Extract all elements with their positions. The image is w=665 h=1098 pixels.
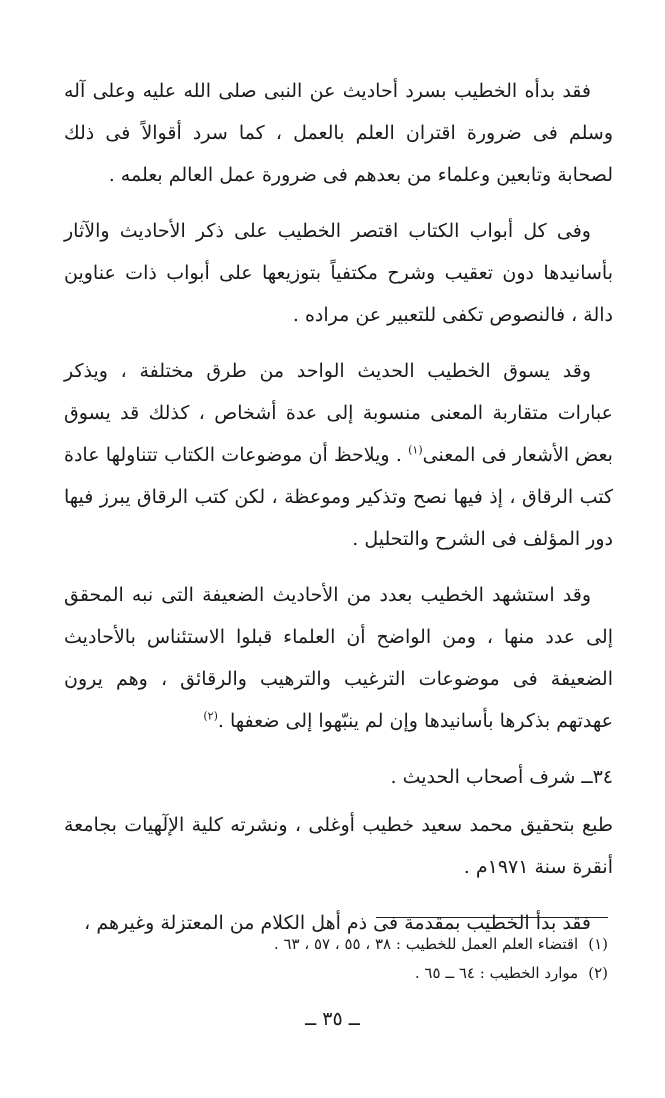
paragraph-4 (64, 574, 613, 742)
paragraph-1: فقد بدأه الخطيب بسرد أحاديث عن النبى صلى الله عليه وعلى آله وسلم فى ضرورة اقتران العلم بالعمل ، كما سرد أقوالاً فى ذلك لصحابة وتابعين وعلماء من بعدهم فى ضرورة عمل العالم بعلمه . (64, 80, 613, 186)
paragraph-4-text: وقد استشهد الخطيب بعدد من الأحاديث الضعيفة التى نبه المحقق إلى عدد منها ، ومن الواضح أن العلماء قبلوا الاستئناس بالأحاديث الضعيفة فى موضوعات الترغيب والترهيب والرقائق ، وهم يرون عهدتهم بذكرها بأسانيدها وإن لم ينبّهوا إلى ضعفها . (64, 584, 613, 732)
footnote-1 (64, 930, 608, 959)
footnote-1-text: اقتضاء العلم العمل للخطيب : ٣٨ ، ٥٥ ، ٥٧ ، ٦٣ . (273, 935, 579, 953)
closing-paragraph: فقد بدأ الخطيب بمقدمة فى ذم أهل الكلام من المعتزلة وغيرهم ، (84, 912, 591, 934)
footnotes (64, 930, 608, 988)
footnote-2-number: (٢) (588, 964, 608, 982)
page-number: ــ ٣٥ ــ (305, 1008, 360, 1030)
section-heading: ٣٤ــ شرف أصحاب الحديث . (390, 766, 613, 788)
footnote-2 (64, 959, 608, 988)
page-body (64, 70, 613, 958)
paragraph-3-start: وقد يسوق الخطيب الحديث الواحد من طرق مختلفة ، ويذكر عبارات متقاربة المعنى منسوبة إلى عدة أشخاص ، كذلك قد يسوق بعض الأشعار فى المعنى (64, 360, 613, 466)
paragraph-2: وفى كل أبواب الكتاب اقتصر الخطيب على ذكر الأحاديث والآثار بأسانيدها دون تعقيب وشرح مكتفياً بتوزيعها على أبواب ذات عناوين دالة ، فالنصوص تكفى للتعبير عن مراده . (64, 220, 613, 326)
footnote-marker-2[interactable]: (٢) (203, 709, 218, 723)
footnote-marker-1[interactable]: (١) (408, 443, 423, 457)
paragraph-3 (64, 350, 613, 560)
section-paragraph: طبع بتحقيق محمد سعيد خطيب أوغلى ، ونشرته كلية الإلٓهيات بجامعة أنقرة سنة ١٩٧١م . (64, 814, 613, 878)
footnote-2-text: موارد الخطيب : ٦٤ ــ ٦٥ . (414, 964, 579, 982)
footnote-divider (376, 917, 608, 918)
paragraph-3-end: . ويلاحظ أن موضوعات الكتاب تتناولها عادة كتب الرقاق ، إذ فيها نصح وتذكير وموعظة ، لكن كتب الرقاق يبرز فيها دور المؤلف فى الشرح والتحليل . (64, 444, 613, 550)
footnote-1-number: (١) (588, 935, 608, 953)
